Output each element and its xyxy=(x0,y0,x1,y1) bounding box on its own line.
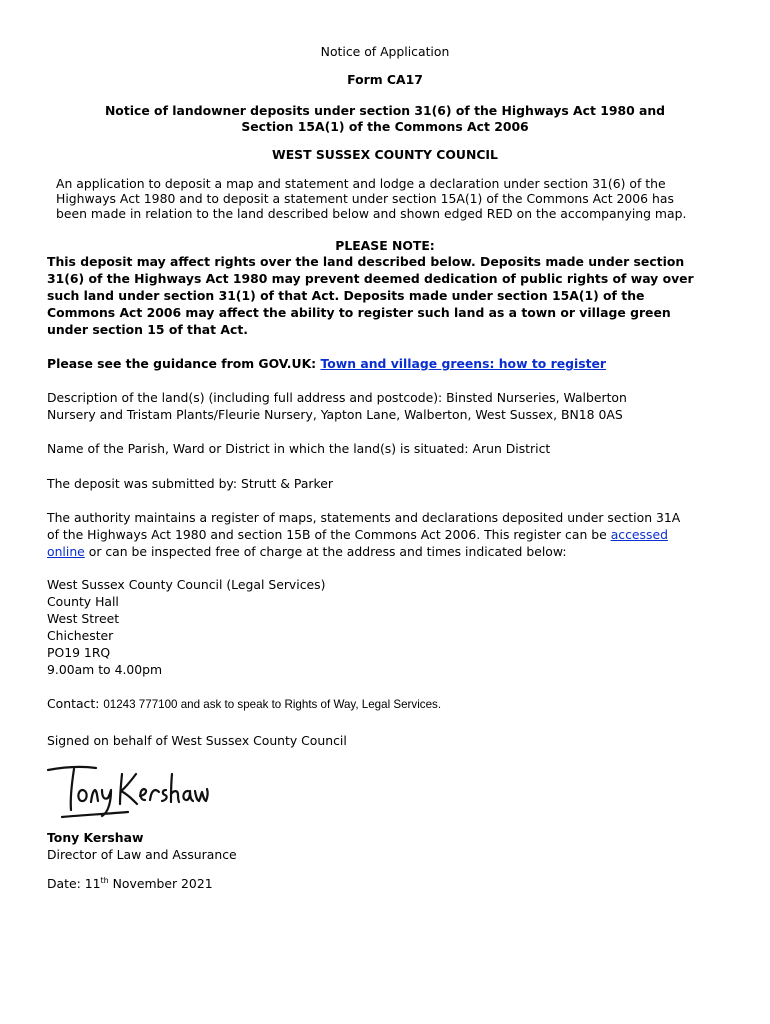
intro-line-3: been made in relation to the land described below and shown edged RED on the accompanying map. xyxy=(56,206,687,221)
register-line-3 xyxy=(47,544,567,559)
guidance-prefix: Please see the guidance from GOV.UK: xyxy=(47,356,317,371)
address-line-3: West Street xyxy=(47,611,120,626)
signed-on-behalf-line: Signed on behalf of West Sussex County Council xyxy=(47,733,347,748)
description-line-1: Description of the land(s) (including full address and postcode): Binsted Nurseries, Walberton xyxy=(47,390,627,405)
council-name: WEST SUSSEX COUNTY COUNCIL xyxy=(272,147,498,162)
register-line-1: The authority maintains a register of maps, statements and declarations deposited under section 31A xyxy=(47,510,681,525)
submitted-by-line: The deposit was submitted by: Strutt & Parker xyxy=(47,476,333,491)
description-line-2: Nursery and Tristam Plants/Fleurie Nursery, Yapton Lane, Walberton, West Sussex, BN18 0AS xyxy=(47,407,623,422)
guidance-line xyxy=(47,356,606,371)
notice-title-line-2: Section 15A(1) of the Commons Act 2006 xyxy=(241,119,529,134)
notice-of-application-heading: Notice of Application xyxy=(320,44,450,59)
register-line-3-text: or can be inspected free of charge at the address and times indicated below: xyxy=(88,544,567,559)
please-note-line-3: such land under section 31(1) of that Act. Deposits made under section 15A(1) of the xyxy=(47,288,645,303)
accessed-online-link-continued[interactable]: online xyxy=(47,544,85,559)
please-note-heading: PLEASE NOTE: xyxy=(335,238,435,253)
address-line-4: Chichester xyxy=(47,628,114,643)
intro-line-2: Highways Act 1980 and to deposit a statement under section 15A(1) of the Commons Act 2006 has xyxy=(56,191,674,206)
date-rest: November 2021 xyxy=(108,876,213,891)
please-note-line-2: 31(6) of the Highways Act 1980 may prevent deemed dedication of public rights of way over xyxy=(47,271,694,286)
address-line-1: West Sussex County Council (Legal Services) xyxy=(47,577,326,592)
please-note-line-5: under section 15 of that Act. xyxy=(47,322,248,337)
signatory-name: Tony Kershaw xyxy=(47,830,144,845)
address-line-2: County Hall xyxy=(47,594,119,609)
date-ordinal-suffix: th xyxy=(100,876,109,885)
form-number: Form CA17 xyxy=(347,72,423,87)
contact-label: Contact: xyxy=(47,696,100,711)
date-line xyxy=(47,876,213,891)
register-line-2 xyxy=(47,527,668,542)
parish-line: Name of the Parish, Ward or District in which the land(s) is situated: Arun District xyxy=(47,441,551,456)
handwritten-signature-icon xyxy=(44,760,210,820)
notice-title-line-1: Notice of landowner deposits under section 31(6) of the Highways Act 1980 and xyxy=(104,103,666,118)
register-line-2-text: of the Highways Act 1980 and section 15B of the Commons Act 2006. This register can be xyxy=(47,527,607,542)
address-hours: 9.00am to 4.00pm xyxy=(47,662,163,677)
contact-details: 01243 777100 and ask to speak to Rights of Way, Legal Services. xyxy=(103,698,442,711)
date-prefix: Date: 11 xyxy=(47,876,101,891)
intro-line-1: An application to deposit a map and statement and lodge a declaration under section 31(6) of the xyxy=(56,176,666,191)
guidance-link[interactable]: Town and village greens: how to register xyxy=(320,356,607,371)
accessed-online-link[interactable]: accessed xyxy=(610,527,668,542)
signatory-role: Director of Law and Assurance xyxy=(47,847,237,862)
contact-line xyxy=(47,696,441,711)
address-postcode: PO19 1RQ xyxy=(47,645,111,660)
please-note-line-1: This deposit may affect rights over the land described below. Deposits made under section xyxy=(47,254,685,269)
please-note-line-4: Commons Act 2006 may affect the ability to register such land as a town or village green xyxy=(47,305,671,320)
